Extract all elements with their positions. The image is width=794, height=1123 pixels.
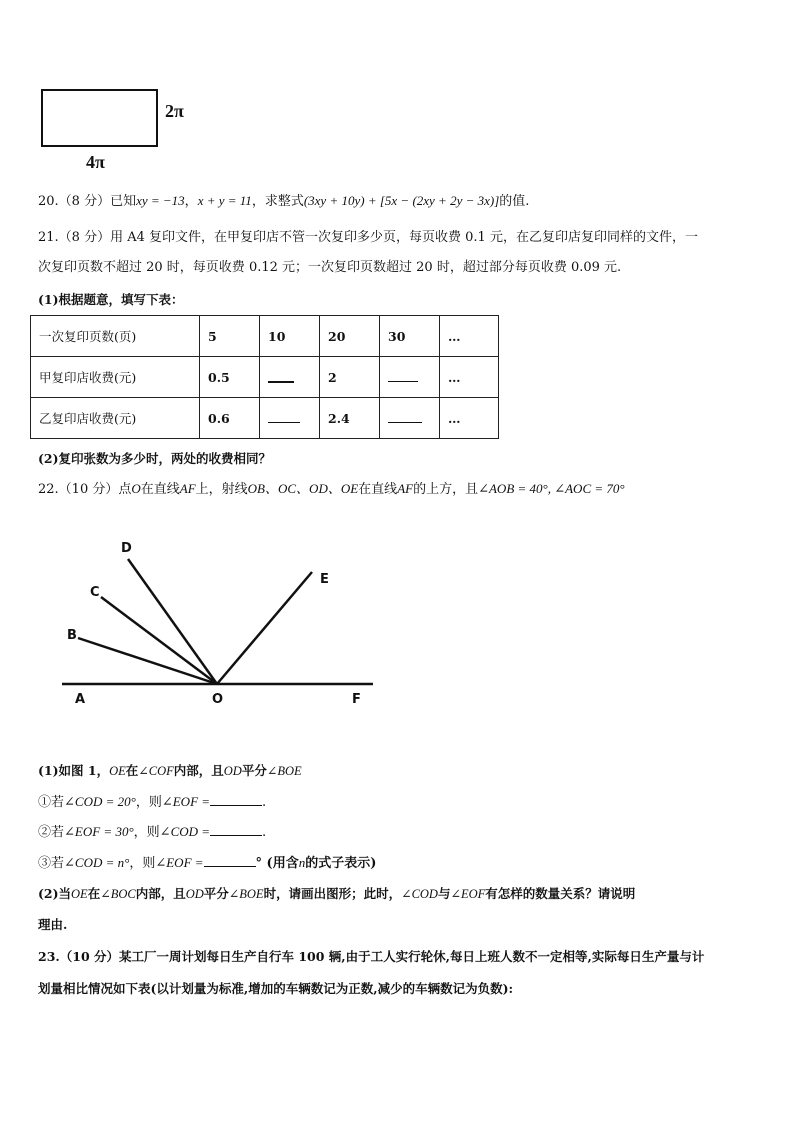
math: ∠EOF = 30° (64, 824, 134, 839)
text: 22.（10 分）点 (38, 482, 132, 497)
text: 有怎样的数量关系？请说明 (485, 886, 636, 901)
text: ，则 (133, 825, 160, 840)
text: ②若 (38, 825, 65, 840)
math: AF (179, 481, 196, 496)
math: ∠EOF (450, 887, 486, 901)
q23-line-2: 划量相比情况如下表(以计划量为标准,增加的车辆数记为正数,减少的车辆数记为负数): (38, 981, 514, 996)
text: ，则 (129, 856, 156, 871)
ray-od (128, 559, 217, 684)
rect-height-label: 2π (165, 101, 184, 121)
math: O (131, 481, 141, 496)
math: ∠COF (138, 764, 174, 778)
table-cell: 0.6 (200, 398, 260, 439)
math: OE (109, 764, 126, 778)
label-e: E (320, 572, 329, 587)
answer-blank[interactable] (210, 793, 262, 806)
q20-condition-1: xy = −13 (136, 193, 185, 208)
math: ∠COD = 20° (64, 794, 136, 809)
answer-blank[interactable] (210, 823, 262, 836)
ray-ob (78, 638, 217, 684)
text: ③若 (38, 856, 65, 871)
q20-prefix: 20.（8 分）已知 (38, 194, 137, 209)
text: 上，射线 (195, 482, 248, 497)
text: 在直线 (140, 482, 180, 497)
text: ° (用含 (255, 856, 299, 871)
answer-blank[interactable] (204, 854, 256, 867)
math: ∠BOC (100, 887, 136, 901)
q22-sub-1 (38, 792, 266, 813)
math: ∠AOB = 40°, ∠AOC = 70° (478, 481, 625, 496)
math: ∠EOF = (161, 794, 211, 809)
table-cell: 10 (260, 316, 320, 357)
table-row-label: 乙复印店收费(元) (31, 398, 200, 439)
text: (1)如图 1， (38, 763, 110, 778)
table-cell: 2 (320, 357, 380, 398)
math: OD (185, 887, 204, 901)
q21-line-2: 次复印页数不超过 20 时，每页收费 0.12 元；一次复印页数超过 20 时，超过部分每页收费 0.09 元. (38, 260, 622, 275)
text: 内部，且 (173, 763, 224, 778)
text: 的式子表示) (305, 856, 377, 871)
label-c: C (90, 585, 100, 600)
label-a: A (75, 692, 86, 707)
text: 在直线 (358, 482, 398, 497)
table-cell: 30 (380, 316, 440, 357)
q20-suffix: 的值. (499, 194, 530, 209)
q21-line-1: 21.（8 分）用 A4 复印文件，在甲复印店不管一次复印多少页，每页收费 0.1 元，在乙复印店复印同样的文件，一 (38, 230, 698, 245)
label-f: F (352, 692, 361, 707)
text: 内部，且 (135, 886, 186, 901)
math: OB、OC、OD、OE (247, 481, 359, 496)
table-cell: … (440, 316, 499, 357)
label-d: D (121, 541, 132, 556)
table-row-label: 一次复印页数(页) (31, 316, 200, 357)
q21-part-1: (1)根据题意，填写下表： (38, 292, 184, 307)
rect-width-label: 4π (86, 152, 105, 172)
text: (2)当 (38, 886, 72, 901)
math: ∠COD = (159, 824, 211, 839)
math: n (298, 855, 306, 870)
text: . (262, 825, 267, 840)
text: 与 (437, 886, 451, 901)
label-b: B (67, 628, 77, 643)
q22-sub-3 (38, 853, 376, 874)
table-cell: 0.5 (200, 357, 260, 398)
math: ∠COD = n° (64, 855, 130, 870)
q23-line-1: 23.（10 分）某工厂一周计划每日生产自行车 100 辆,由于工人实行轮休,每日上班人数不一定相等,实际每日生产量与计 (38, 949, 705, 964)
math: OD (223, 764, 242, 778)
math: ∠EOF = (155, 855, 204, 870)
text: 在 (125, 763, 139, 778)
table-cell: 2.4 (320, 398, 380, 439)
math: ∠BOE (266, 764, 302, 778)
q21-part-2: (2)复印张数为多少时，两处的收费相同？ (38, 451, 272, 466)
label-o: O (212, 692, 224, 707)
q20-expression: (3xy + 10y) + [5x − (2xy + 2y − 3x)] (303, 193, 500, 208)
q20-mid-text: ，求整式 (251, 194, 304, 209)
table-row-label: 甲复印店收费(元) (31, 357, 200, 398)
q22-part-2-line-2: 理由. (38, 917, 68, 932)
table-cell: 20 (320, 316, 380, 357)
math: OE (71, 887, 88, 901)
math: ∠BOE (228, 887, 264, 901)
text: 平分 (203, 886, 229, 901)
text: ，则 (135, 795, 162, 810)
text: 的上方，且 (413, 482, 479, 497)
q20-separator: ， (184, 194, 198, 209)
ray-oe (217, 572, 312, 684)
q22-part-1 (38, 761, 302, 781)
text: 平分 (241, 763, 267, 778)
q20-condition-2: x + y = 11 (197, 193, 252, 208)
table-cell: … (440, 398, 499, 439)
table-cell: 5 (200, 316, 260, 357)
text: 在 (87, 886, 101, 901)
text: . (262, 795, 267, 810)
q22-sub-2 (38, 822, 266, 843)
text: 时，请画出图形；此时， (263, 886, 402, 901)
math: ∠COD (401, 887, 438, 901)
math: AF (397, 481, 414, 496)
text: ①若 (38, 795, 65, 810)
table-cell: … (440, 357, 499, 398)
q22-part-2 (38, 884, 635, 904)
ray-oc (101, 597, 217, 684)
